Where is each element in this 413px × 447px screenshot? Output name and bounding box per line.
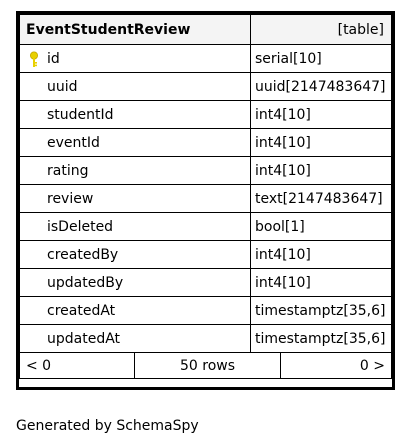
column-name: review [20, 185, 251, 213]
column-type: bool[1] [251, 213, 392, 241]
column-row [20, 325, 392, 353]
column-type: int4[10] [251, 241, 392, 269]
column-name: studentId [20, 101, 251, 129]
column-type: text[2147483647] [251, 185, 392, 213]
column-row [20, 213, 392, 241]
column-name: createdAt [20, 297, 251, 325]
parent-count: < 0 [20, 353, 135, 378]
column-type: int4[10] [251, 101, 392, 129]
column-type: uuid[2147483647] [251, 73, 392, 101]
column-type: int4[10] [251, 129, 392, 157]
column-name-cell [20, 45, 251, 73]
table-name: EventStudentReview [20, 15, 251, 45]
column-name: rating [20, 157, 251, 185]
column-name: eventId [20, 129, 251, 157]
column-name: updatedBy [20, 269, 251, 297]
child-count: 0 > [359, 357, 385, 374]
column-row [20, 73, 392, 101]
column-name: createdBy [20, 241, 251, 269]
column-type: int4[10] [251, 269, 392, 297]
column-row [20, 129, 392, 157]
column-row [20, 297, 392, 325]
table-header [20, 15, 392, 45]
table-footer-row [20, 353, 392, 379]
table-footer [20, 353, 391, 378]
column-name: id [47, 50, 60, 67]
column-row [20, 185, 392, 213]
column-type: serial[10] [251, 45, 392, 73]
table-footer-cell [20, 353, 392, 379]
column-type: int4[10] [251, 157, 392, 185]
column-row [20, 241, 392, 269]
table-type-tag: [table] [251, 15, 392, 45]
column-type: timestamptz[35,6] [251, 325, 392, 353]
table-node [16, 11, 395, 390]
column-type: timestamptz[35,6] [251, 297, 392, 325]
column-name: isDeleted [20, 213, 251, 241]
column-row [20, 101, 392, 129]
key-icon [29, 51, 39, 68]
column-row [20, 157, 392, 185]
columns-table [19, 14, 392, 379]
row-count: 50 rows [135, 353, 281, 378]
generated-by-label: Generated by SchemaSpy [16, 418, 199, 434]
column-row [20, 45, 392, 73]
column-row [20, 269, 392, 297]
column-name: uuid [20, 73, 251, 101]
column-name: updatedAt [20, 325, 251, 353]
